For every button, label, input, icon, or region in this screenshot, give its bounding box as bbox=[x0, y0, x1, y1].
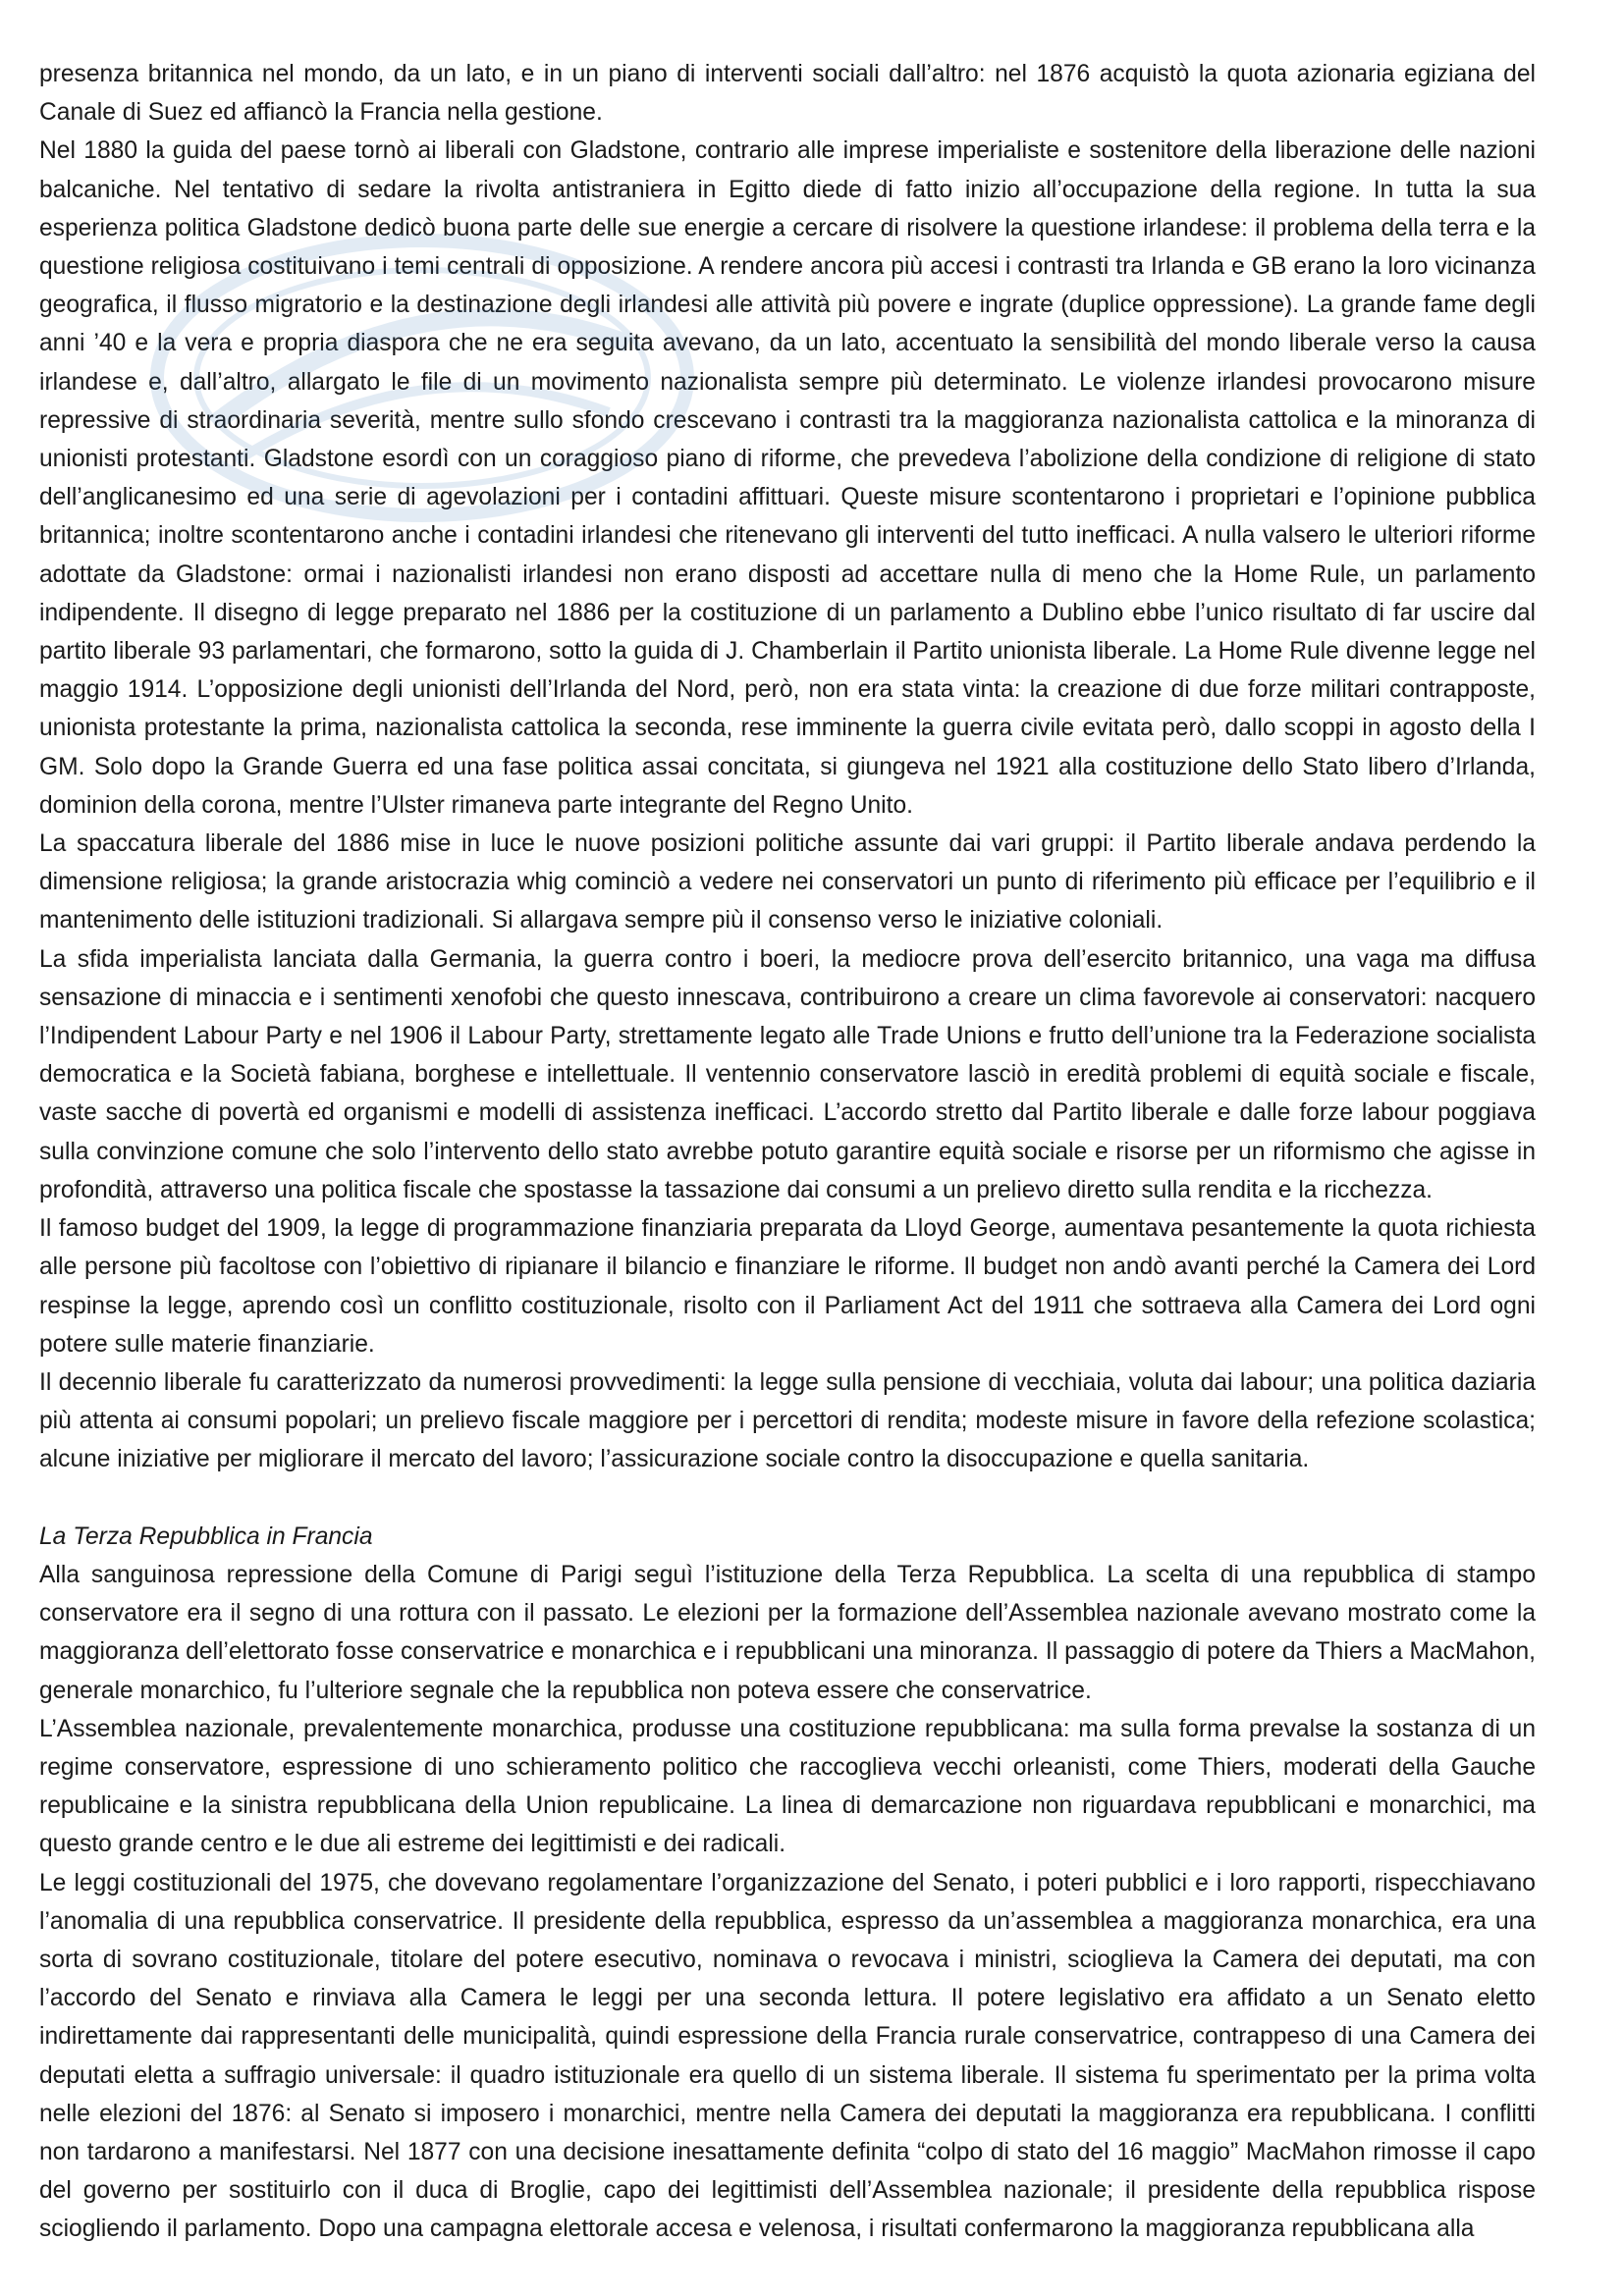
paragraph: Il famoso budget del 1909, la legge di programmazione finanziaria preparata da Lloyd George, aumentava pesantemente la quota richiesta alle persone più facoltose con l’obiettivo di ripianare il bilancio e finanziare le riforme. Il budget non andò avanti perché la Camera dei Lord respinse la legge, aprendo così un conflitto costituzionale, risolto con il Parliament Act del 1911 che sottraeva alla Camera dei Lord ogni potere sulle materie finanziarie. bbox=[39, 1215, 1536, 1358]
section-great-britain bbox=[39, 55, 1536, 1479]
paragraph: Le leggi costituzionali del 1975, che dovevano regolamentare l’organizzazione del Senato, i poteri pubblici e i loro rapporti, rispecchiavano l’anomalia di una repubblica conservatrice. Il presidente della repubblica, espresso da un’assemblea a maggioranza monarchica, era una sorta di sovrano costituzionale, titolare del potere esecutivo, nominava o revocava i ministri, scioglieva la Camera dei deputati, ma con l’accordo del Senato e rinviava alla Camera le leggi per una seconda lettura. Il potere legislativo era affidato a un Senato eletto indirettamente dai rappresentanti delle municipalità, quindi espressione della Francia rurale conservatrice, contrappeso di una Camera dei deputati eletta a suffragio universale: il quadro istituzionale era quello di un sistema liberale. Il sistema fu sperimentato per la prima volta nelle elezioni del 1876: al Senato si imposero i monarchici, mentre nella Camera dei deputati la maggioranza era repubblicana. I conflitti non tardarono a manifestarsi. Nel 1877 con una decisione inesattamente definita “colpo di stato del 16 maggio” MacMahon rimosse il capo del governo per sostituirlo con il duca di Broglie, capo dei legittimisti dell’Assemblea nazionale; il presidente della repubblica rispose sciogliendo il parlamento. Dopo una campagna elettorale accesa e velenosa, i risultati confermarono la maggioranza repubblicana alla bbox=[39, 1869, 1536, 2243]
paragraph: L’Assemblea nazionale, prevalentemente monarchica, produsse una costituzione repubblicana: ma sulla forma prevalse la sostanza di un regime conservatore, espressione di uno schieramento politico che raccoglieva vecchi orleanisti, come Thiers, moderati della Gauche republicaine e la sinistra repubblicana della Union republicaine. La linea di demarcazione non riguardava repubblicani e monarchici, ma questo grande centro e le due ali estreme dei legittimisti e dei radicali. bbox=[39, 1715, 1536, 1858]
paragraph: La sfida imperialista lanciata dalla Germania, la guerra contro i boeri, la mediocre prova dell’esercito britannico, una vaga ma diffusa sensazione di minaccia e i sentimenti xenofobi che questo innescava, contribuirono a creare un clima favorevole ai conservatori: nacquero l’Indipendent Labour Party e nel 1906 il Labour Party, strettamente legato alle Trade Unions e frutto dell’unione tra la Federazione socialista democratica e la Società fabiana, borghese e intellettuale. Il ventennio conservatore lasciò in eredità problemi di equità sociale e fiscale, vaste sacche di povertà ed organismi e modelli di assistenza inefficaci. L’accordo stretto dal Partito liberale e dalle forze labour poggiava sulla convinzione comune che solo l’intervento dello stato avrebbe potuto garantire equità sociale e risorse per un riformismo che agisse in profondità, attraverso una politica fiscale che spostasse la tassazione dai consumi a un prelievo diretto sulla rendita e la ricchezza. bbox=[39, 945, 1536, 1203]
section-heading: La Terza Repubblica in Francia bbox=[39, 1522, 373, 1550]
paragraph: presenza britannica nel mondo, da un lato, e in un piano di interventi sociali dall’altro: nel 1876 acquistò la quota azionaria egiziana del Canale di Suez ed affiancò la Francia nella gestione. bbox=[39, 61, 1536, 127]
section-spacer bbox=[39, 1479, 1536, 1518]
section-third-republic bbox=[39, 1518, 1536, 2249]
paragraph: Il decennio liberale fu caratterizzato da numerosi provvedimenti: la legge sulla pensione di vecchiaia, voluta dai labour; una politica daziaria più attenta ai consumi popolari; un prelievo fiscale maggiore per i percettori di rendita; modeste misure in favore della refezione scolastica; alcune iniziative per migliorare il mercato del lavoro; l’assicurazione sociale contro la disoccupazione e quella sanitaria. bbox=[39, 1368, 1536, 1473]
paragraph: Alla sanguinosa repressione della Comune di Parigi seguì l’istituzione della Terza Repubblica. La scelta di una repubblica di stampo conservatore era il segno di una rottura con il passato. Le elezioni per la formazione dell’Assemblea nazionale avevano mostrato come la maggioranza dell’elettorato fosse conservatrice e monarchica e i repubblicani una minoranza. Il passaggio di potere da Thiers a MacMahon, generale monarchico, fu l’ulteriore segnale che la repubblica non poteva essere che conservatrice. bbox=[39, 1561, 1536, 1704]
paragraph: Nel 1880 la guida del paese tornò ai liberali con Gladstone, contrario alle imprese imperialiste e sostenitore della liberazione delle nazioni balcaniche. Nel tentativo di sedare la rivolta antistraniera in Egitto diede di fatto inizio all’occupazione della regione. In tutta la sua esperienza politica Gladstone dedicò buona parte delle sue energie a cercare di risolvere la questione irlandese: il problema della terra e la questione religiosa costituivano i temi centrali di opposizione. A rendere ancora più accesi i contrasti tra Irlanda e GB erano la loro vicinanza geografica, il flusso migratorio e la destinazione degli irlandesi alle attività più povere e ingrate (duplice oppressione). La grande fame degli anni ’40 e la vera e propria diaspora che ne era seguita avevano, da un lato, accentuato la sensibilità del mondo liberale verso la causa irlandese e, dall’altro, allargato le file di un movimento nazionalista sempre più determinato. Le violenze irlandesi provocarono misure repressive di straordinaria severità, mentre sullo sfondo crescevano i contrasti tra la maggioranza nazionalista cattolica e la minoranza di unionisti protestanti. Gladstone esordì con un coraggioso piano di riforme, che prevedeva l’abolizione della condizione di religione di stato dell’anglicanesimo ed una serie di agevolazioni per i contadini affittuari. Queste misure scontentarono i proprietari e l’opinione pubblica britannica; inoltre scontentarono anche i contadini irlandesi che ritenevano gli interventi del tutto inefficaci. A nulla valsero le ulteriori riforme adottate da Gladstone: ormai i nazionalisti irlandesi non erano disposti ad accettare nulla di meno che la Home Rule, un parlamento indipendente. Il disegno di legge preparato nel 1886 per la costituzione di un parlamento a Dublino ebbe l’unico risultato di far uscire dal partito liberale 93 parlamentari, che formarono, sotto la guida di J. Chamberlain il Partito unionista liberale. La Home Rule divenne legge nel maggio 1914. L’opposizione degli unionisti dell’Irlanda del Nord, però, non era stata vinta: la creazione di due forze militari contrapposte, unionista protestante la prima, nazionalista cattolica la seconda, rese imminente la guerra civile evitata però, dallo scoppi in agosto della I GM. Solo dopo la Grande Guerra ed una fase politica assai concitata, si giungeva nel 1921 alla costituzione dello Stato libero d’Irlanda, dominion della corona, mentre l’Ulster rimaneva parte integrante del Regno Unito. bbox=[39, 137, 1536, 819]
paragraph: La spaccatura liberale del 1886 mise in luce le nuove posizioni politiche assunte dai vari gruppi: il Partito liberale andava perdendo la dimensione religiosa; la grande aristocrazia whig cominciò a vedere nei conservatori un punto di riferimento più efficace per l’equilibrio e il mantenimento delle istituzioni tradizionali. Si allargava sempre più il consenso verso le iniziative coloniali. bbox=[39, 830, 1536, 934]
